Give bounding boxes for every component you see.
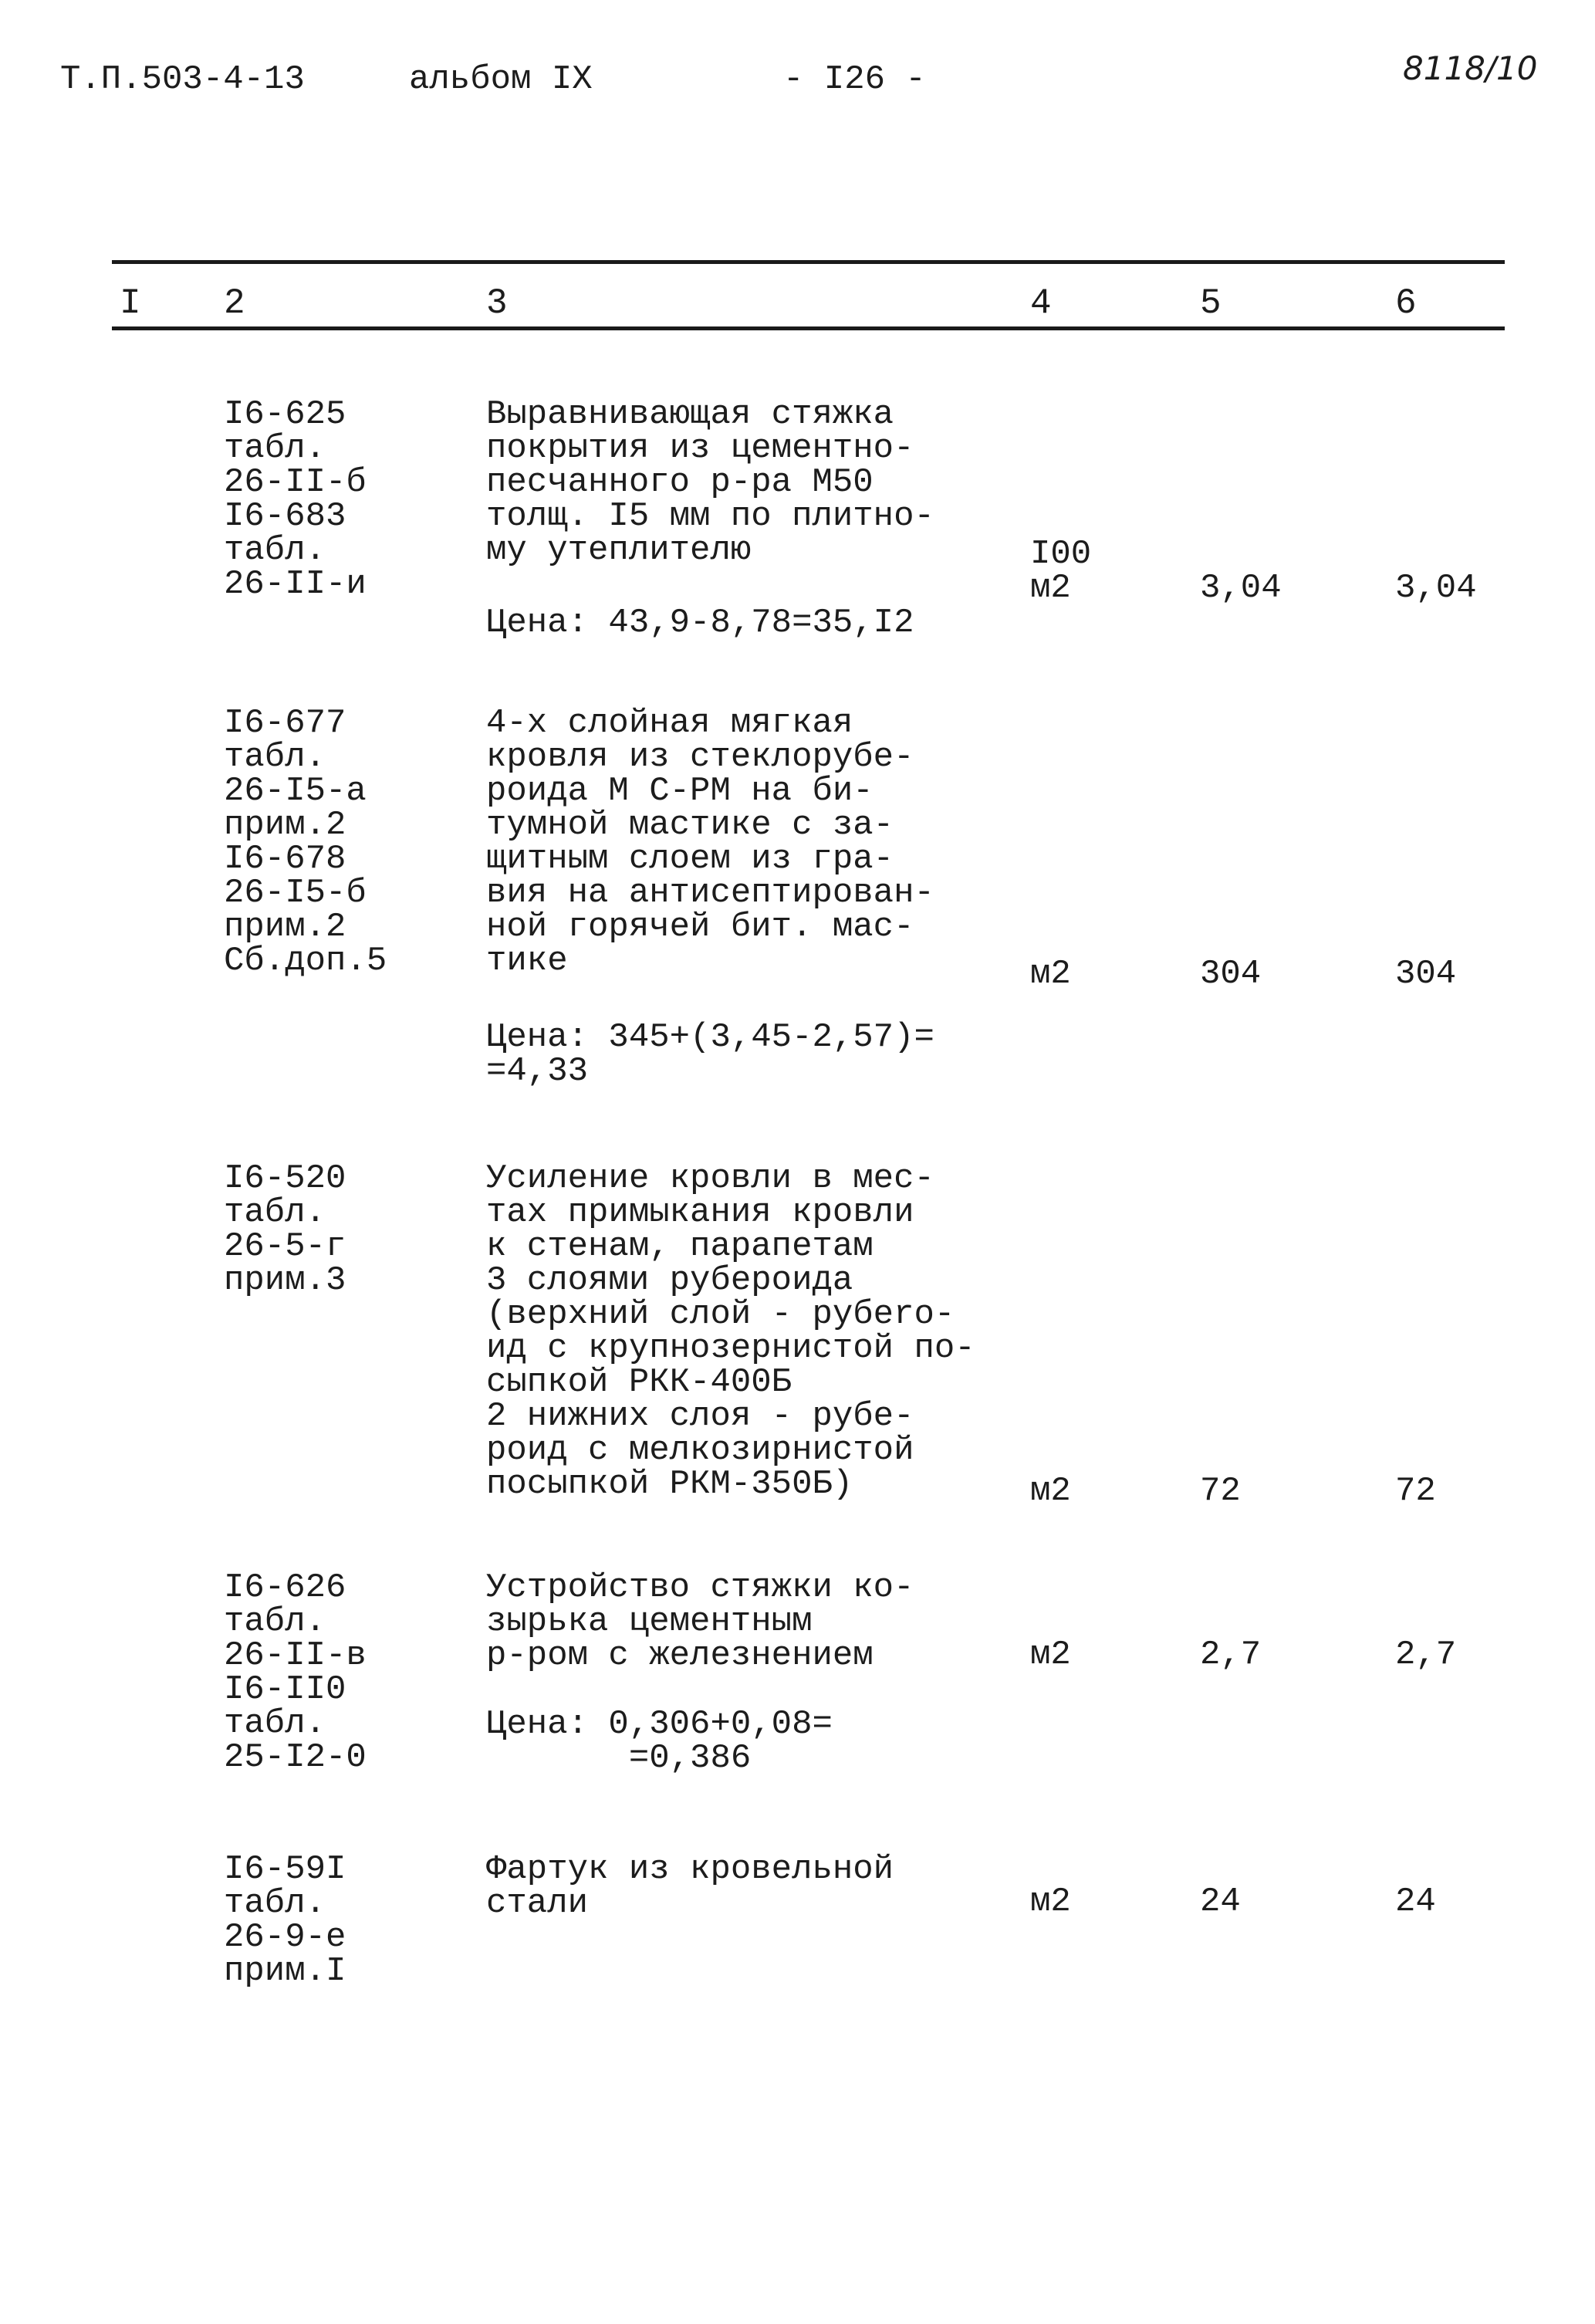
table-row-qty-5: 72 — [1200, 1472, 1241, 1510]
table-row-description: Выравнивающая стяжка покрытия из цементно- песчанного р-ра М50 толщ. I5 мм по плитно- му утеплителю — [486, 395, 934, 570]
sheet-number: 8118/10 — [1403, 49, 1538, 87]
table-row-qty-6: 24 — [1395, 1883, 1436, 1921]
column-header-3: 3 — [486, 283, 508, 323]
table-header-rule — [112, 326, 1505, 330]
table-row-unit: м2 — [1030, 1472, 1071, 1510]
table-row-ref: I6-59I табл. 26-9-е прим.I — [224, 1850, 346, 1991]
column-header-1: I — [120, 283, 141, 323]
table-row-qty-5: 24 — [1200, 1883, 1241, 1921]
table-row-description: Фартук из кровельной стали — [486, 1850, 894, 1923]
table-row-qty-5: 2,7 — [1200, 1636, 1262, 1674]
table-row-unit: м2 — [1030, 955, 1071, 993]
table-row-price: Цена: 43,9-8,78=35,I2 — [486, 604, 914, 642]
table-row-qty-6: 304 — [1395, 955, 1457, 993]
table-row-qty-6: 72 — [1395, 1472, 1436, 1510]
column-header-4: 4 — [1030, 283, 1052, 323]
column-header-5: 5 — [1200, 283, 1222, 323]
table-row-qty-5: 3,04 — [1200, 569, 1282, 607]
table-row-ref: I6-520 табл. 26-5-г прим.3 — [224, 1159, 346, 1300]
table-row-qty-6: 2,7 — [1395, 1636, 1457, 1674]
table-row-qty-5: 304 — [1200, 955, 1262, 993]
table-row-price: Цена: 345+(3,45-2,57)= =4,33 — [486, 1018, 934, 1091]
table-row-ref: I6-625 табл. 26-II-б I6-683 табл. 26-II-и — [224, 395, 367, 604]
table-row-ref: I6-626 табл. 26-II-в I6-II0 табл. 25-I2-0 — [224, 1568, 367, 1777]
table-row-unit: м2 — [1030, 1883, 1071, 1921]
table-row-description: Устройство стяжки ко- зырька цементным р-ром с железнением — [486, 1568, 914, 1675]
page-number: - I26 - — [783, 60, 926, 99]
table-row-ref: I6-677 табл. 26-I5-а прим.2 I6-678 26-I5-б прим.2 Сб.доп.5 — [224, 704, 387, 980]
table-row-description: 4-х слойная мягкая кровля из стеклорубе- роида М С-РМ на би- тумной мастике с за- щитным слоем из гра- вия на антисептирован- ной горячей бит. мас- тике — [486, 704, 934, 980]
table-row-price: Цена: 0,306+0,08= =0,386 — [486, 1705, 833, 1778]
table-row-description: Усиление кровли в мес- тах примыкания кровли к стенам, парапетам 3 слоями рубероида (верхний слой - рубero- ид с крупнозернистой по- сыпкой РКК-400Б 2 нижних слоя - рубе- роид с мелкозирнистой посыпкой РКМ-350Б) — [486, 1159, 975, 1504]
table-row-qty-6: 3,04 — [1395, 569, 1477, 607]
column-header-6: 6 — [1395, 283, 1417, 323]
album-label: альбом IX — [409, 60, 593, 99]
column-header-2: 2 — [224, 283, 245, 323]
table-top-rule — [112, 260, 1505, 264]
table-row-unit: I00 м2 — [1030, 535, 1092, 607]
table-row-unit: м2 — [1030, 1636, 1071, 1674]
document-code: Т.П.503-4-13 — [60, 60, 305, 99]
